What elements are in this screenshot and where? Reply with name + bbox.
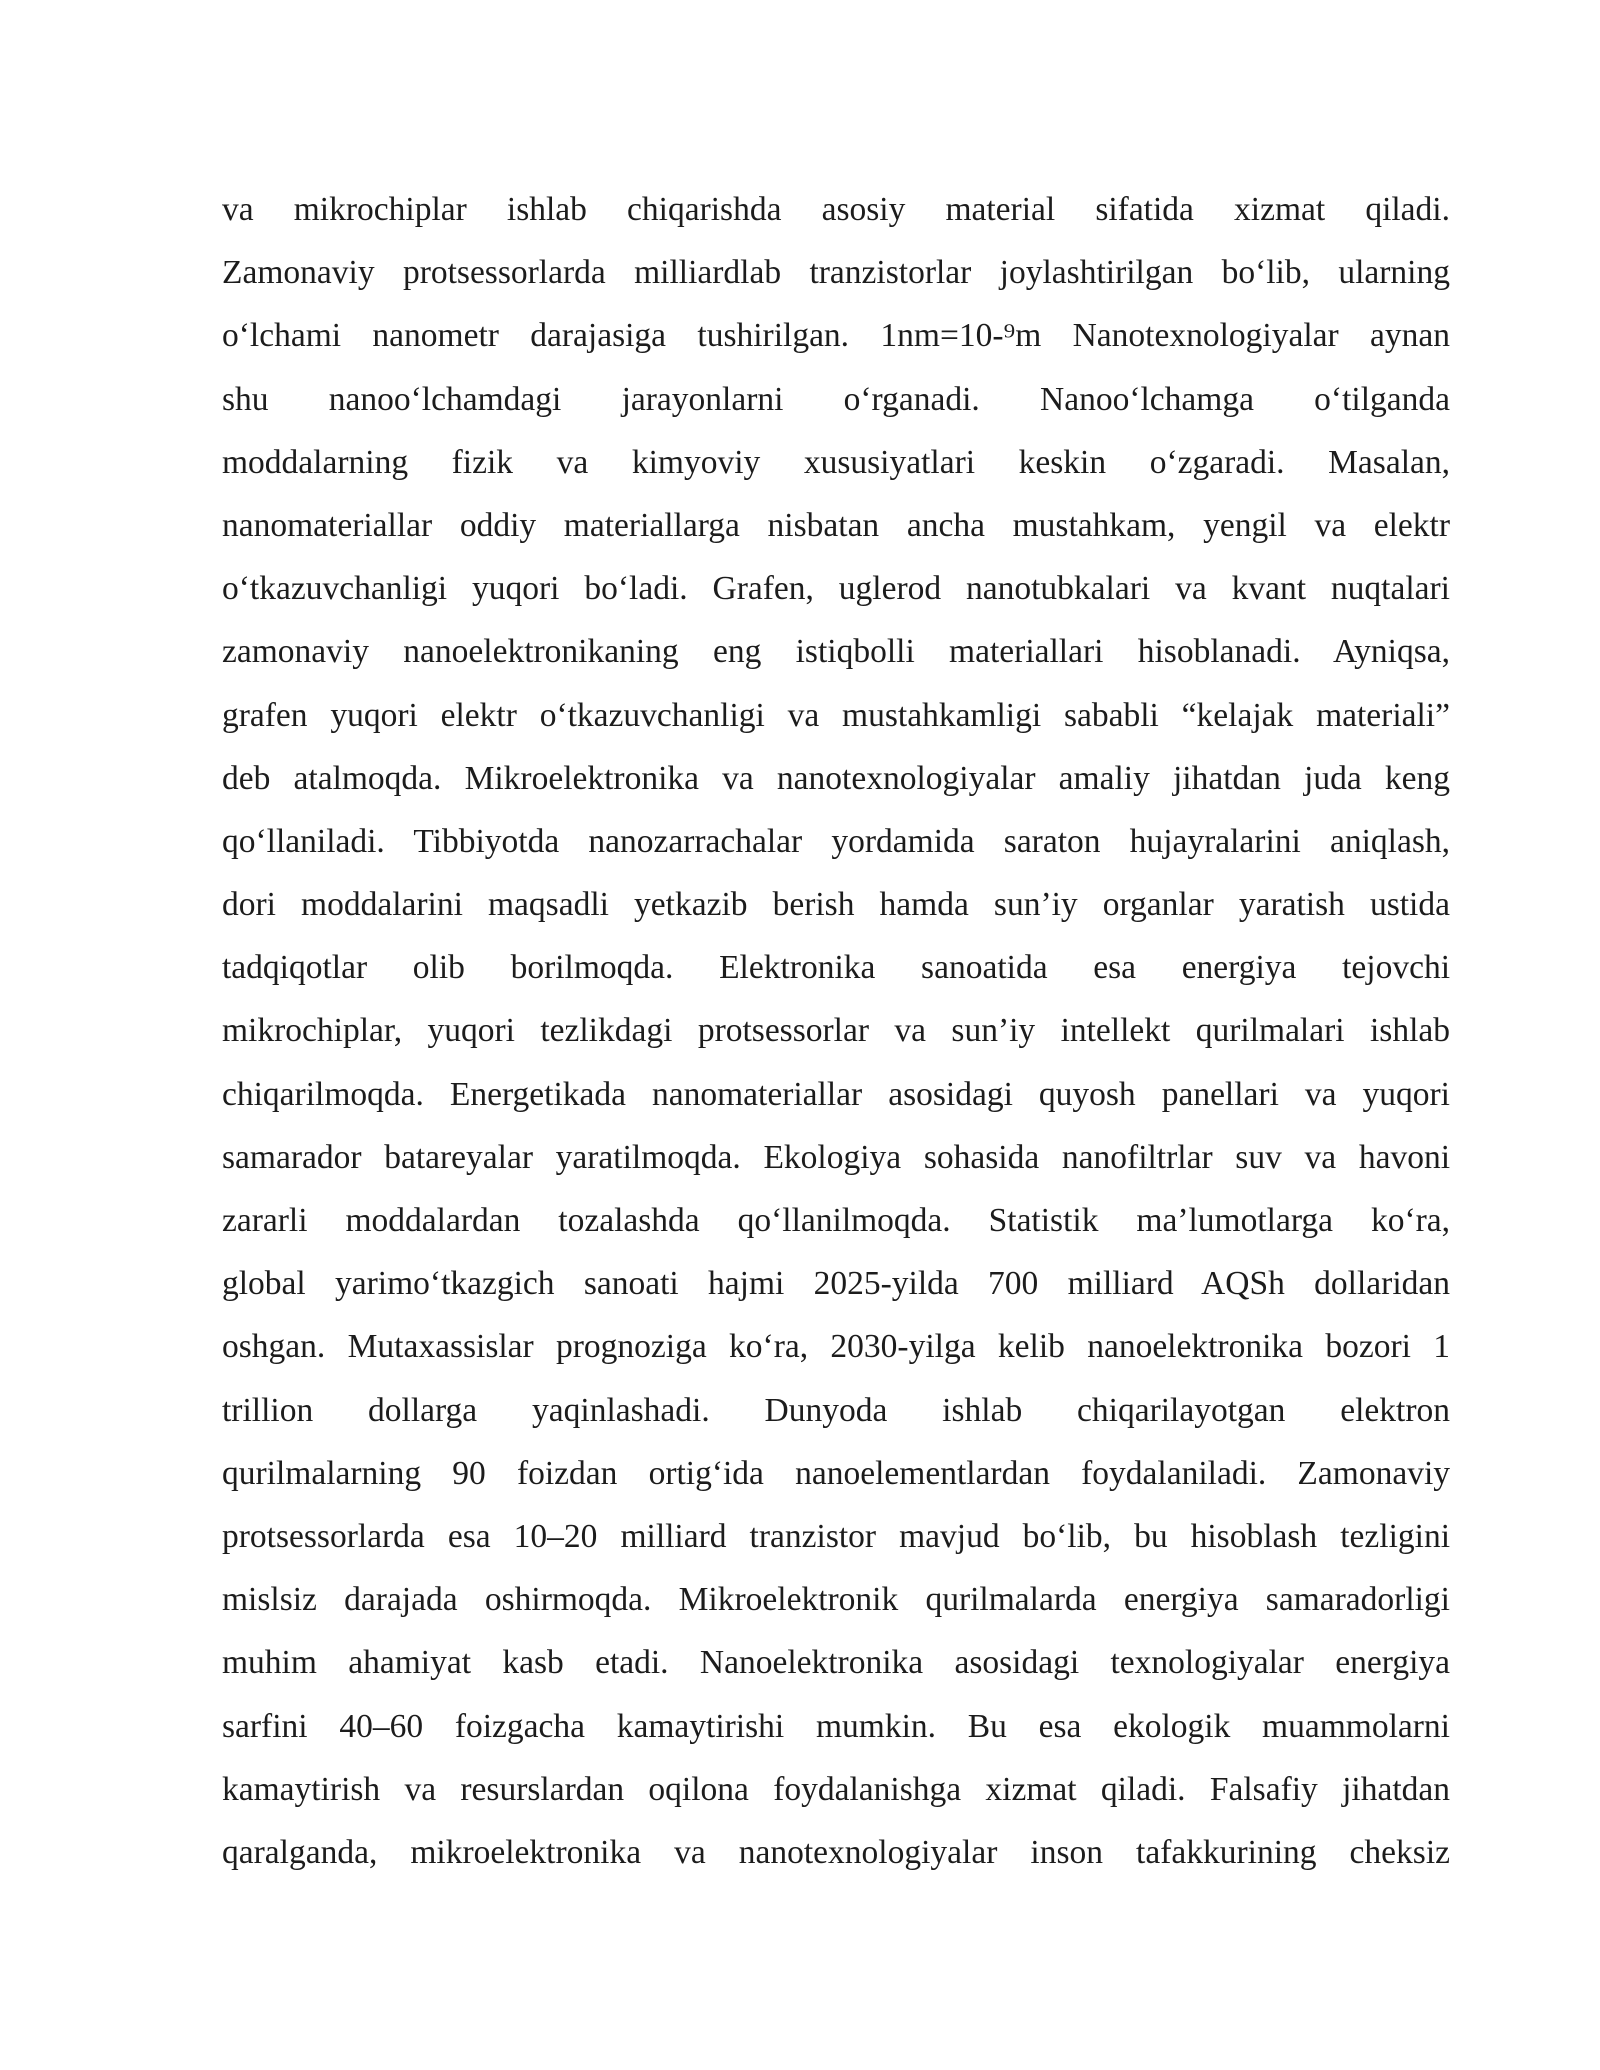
paragraph-line: deb atalmoqda. Mikroelektronika va nanotexnologiyalar amaliy jihatdan juda keng — [222, 759, 1450, 797]
paragraph-line: mikrochiplar, yuqori tezlikdagi protsessorlar va sun’iy intellekt qurilmalari ishlab — [222, 1012, 1450, 1050]
body-paragraph — [222, 178, 1450, 1884]
paragraph-line: qo‘llaniladi. Tibbiyotda nanozarrachalar yordamida saraton hujayralarini aniqlash, — [222, 822, 1450, 860]
paragraph-line: chiqarilmoqda. Energetikada nanomateriallar asosidagi quyosh panellari va yuqori — [222, 1075, 1450, 1113]
paragraph-line: o‘tkazuvchanligi yuqori bo‘ladi. Grafen, uglerod nanotubkalari va kvant nuqtalari — [222, 570, 1450, 608]
paragraph-line: tadqiqotlar olib borilmoqda. Elektronika sanoatida esa energiya tejovchi — [222, 949, 1450, 987]
paragraph-line: dori moddalarini maqsadli yetkazib berish hamda sun’iy organlar yaratish ustida — [222, 886, 1450, 924]
paragraph-line: moddalarning fizik va kimyoviy xususiyatlari keskin o‘zgaradi. Masalan, — [222, 443, 1450, 481]
paragraph-line: muhim ahamiyat kasb etadi. Nanoelektronika asosidagi texnologiyalar energiya — [222, 1644, 1450, 1682]
paragraph-line: grafen yuqori elektr o‘tkazuvchanligi va mustahkamligi sababli “kelajak materiali” — [222, 696, 1450, 734]
paragraph-line: qurilmalarning 90 foizdan ortig‘ida nanoelementlardan foydalaniladi. Zamonaviy — [222, 1454, 1450, 1492]
paragraph-line: kamaytirish va resurslardan oqilona foydalanishga xizmat qiladi. Falsafiy jihatdan — [222, 1770, 1450, 1808]
paragraph-line: mislsiz darajada oshirmoqda. Mikroelektronik qurilmalarda energiya samaradorligi — [222, 1581, 1450, 1619]
paragraph-line: qaralganda, mikroelektronika va nanotexnologiyalar inson tafakkurining cheksiz — [222, 1833, 1450, 1871]
paragraph-line: Zamonaviy protsessorlarda milliardlab tranzistorlar joylashtirilgan bo‘lib, ularning — [222, 254, 1450, 292]
paragraph-line: protsessorlarda esa 10–20 milliard tranzistor mavjud bo‘lib, bu hisoblash tezligini — [222, 1517, 1450, 1555]
paragraph-line: zararli moddalardan tozalashda qo‘llanilmoqda. Statistik ma’lumotlarga ko‘ra, — [222, 1202, 1450, 1239]
paragraph-line: zamonaviy nanoelektronikaning eng istiqbolli materiallari hisoblanadi. Ayniqsa, — [222, 633, 1450, 671]
paragraph-line: shu nanoo‘lchamdagi jarayonlarni o‘rganadi. Nanoo‘lchamga o‘tilganda — [222, 380, 1450, 418]
paragraph-line: trillion dollarga yaqinlashadi. Dunyoda ishlab chiqarilayotgan elektron — [222, 1391, 1450, 1429]
paragraph-line: samarador batareyalar yaratilmoqda. Ekologiya sohasida nanofiltrlar suv va havoni — [222, 1138, 1450, 1176]
paragraph-line: va mikrochiplar ishlab chiqarishda asosiy material sifatida xizmat qiladi. — [222, 191, 1450, 228]
paragraph-line: nanomateriallar oddiy materiallarga nisbatan ancha mustahkam, yengil va elektr — [222, 506, 1450, 544]
paragraph-line: oshgan. Mutaxassislar prognoziga ko‘ra, 2030-yilga kelib nanoelektronika bozori 1 — [222, 1328, 1450, 1366]
paragraph-line: sarfini 40–60 foizgacha kamaytirishi mumkin. Bu esa ekologik muammolarni — [222, 1707, 1450, 1745]
paragraph-line: o‘lchami nanometr darajasiga tushirilgan. 1nm=10-⁹m Nanotexnologiyalar aynan — [222, 317, 1450, 355]
paragraph-line: global yarimo‘tkazgich sanoati hajmi 2025-yilda 700 milliard AQSh dollaridan — [222, 1265, 1450, 1303]
